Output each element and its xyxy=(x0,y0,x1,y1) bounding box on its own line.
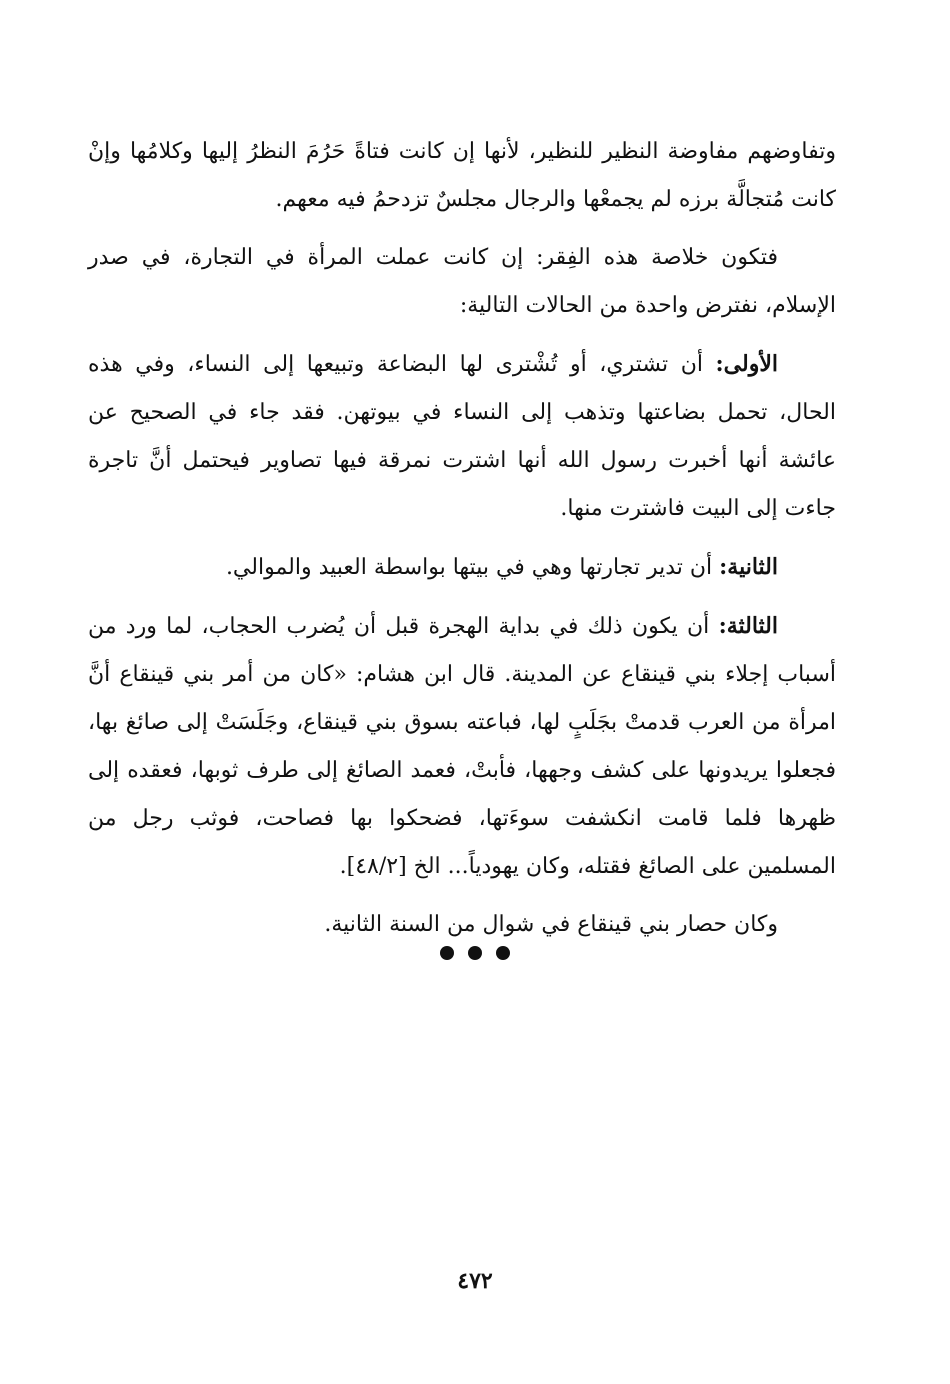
paragraph xyxy=(88,602,836,891)
section-separator xyxy=(0,946,950,960)
paragraph-text: وتفاوضهم مفاوضة النظير للنظير، لأنها إن كانت فتاةً حَرُمَ النظرُ إليها وكلامُها وإنْ كانت مُتجالَّة برزه لم يجمعْها والرجال مجلسٌ تزدحمُ فيه معهم. xyxy=(88,139,836,212)
paragraph xyxy=(88,128,836,224)
paragraph xyxy=(88,234,836,330)
paragraph xyxy=(88,340,836,533)
separator-dot xyxy=(496,946,510,960)
paragraph-text: أن تشتري، أو تُشْترى لها البضاعة وتبيعها إلى النساء، وفي هذه الحال، تحمل بضاعتها وتذهب إلى النساء في بيوتهن. فقد جاء في الصحيح عن عائشة أنها أخبرت رسول الله أنها اشترت نمرقة فيها تصاوير فيحتمل أنَّ تاجرة جاءت إلى البيت فاشترت منها. xyxy=(88,352,836,521)
paragraph-lead: الأولى: xyxy=(715,351,778,377)
paragraph xyxy=(88,901,836,949)
paragraph-lead: الثالثة: xyxy=(718,613,778,639)
separator-dot xyxy=(440,946,454,960)
paragraph-text: أن يكون ذلك في بداية الهجرة قبل أن يُضرب الحجاب، لما ورد من أسباب إجلاء بني قينقاع عن المدينة. قال ابن هشام: «كان من أمر بني قينقاع أنَّ امرأة من العرب قدمتْ بجَلَبٍ لها، فباعته بسوق بني قينقاع، وجَلَسَتْ إلى صائغ بها، فجعلوا يريدونها على كشف وجهها، فأبتْ، فعمد الصائغ إلى طرف ثوبها، فعقده إلى ظهرها فلما قامت انكشفت سوءَتها، فضحكوا بها فصاحت، فوثب رجل من المسلمين على الصائغ فقتله، وكان يهودياً... الخ [٤٨/٢]. xyxy=(88,614,836,879)
paragraph-text: وكان حصار بني قينقاع في شوال من السنة الثانية. xyxy=(324,912,778,937)
paragraph-text: أن تدير تجارتها وهي في بيتها بواسطة العبيد والموالي. xyxy=(225,555,720,580)
page-number: ٤٧٢ xyxy=(457,1268,493,1294)
separator-dot xyxy=(468,946,482,960)
paragraph xyxy=(88,543,836,592)
paragraph-lead: الثانية: xyxy=(719,554,778,580)
paragraph-text: فتكون خلاصة هذه الفِقر: إن كانت عملت المرأة في التجارة، في صدر الإسلام، نفترض واحدة من الحالات التالية: xyxy=(88,245,836,318)
body-text xyxy=(88,128,836,959)
